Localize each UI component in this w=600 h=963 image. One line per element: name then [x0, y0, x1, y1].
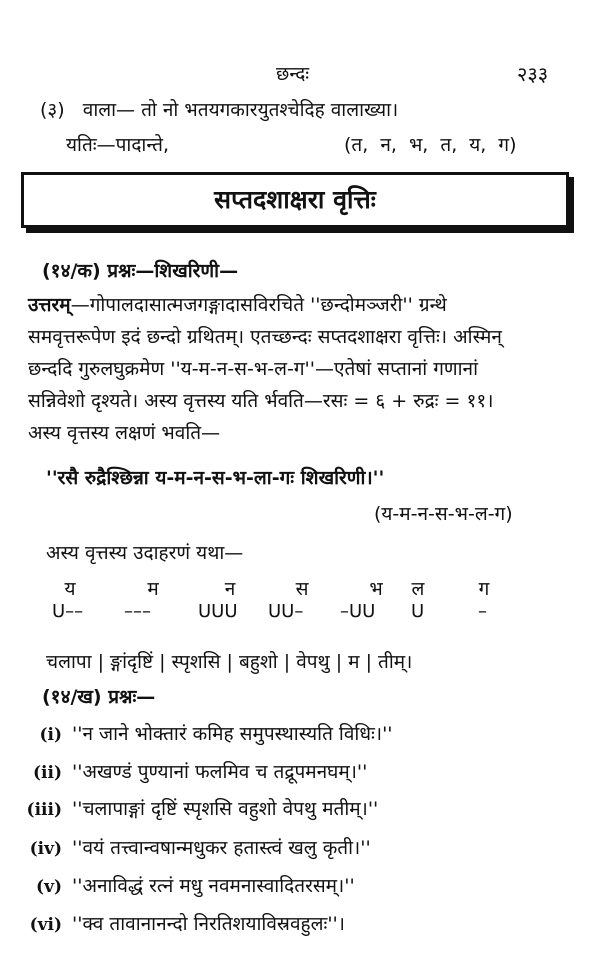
- gana-label: य: [64, 578, 76, 600]
- gana-mark: U––: [52, 601, 84, 622]
- question-text: ''चलापाङ्गां दृष्टिं स्पृशसि वहुशो वेपथु मतीम्।'': [72, 798, 379, 820]
- gana-label: ग: [478, 578, 490, 600]
- gana-label: स: [295, 578, 309, 600]
- section-title: सप्तदशाक्षरा वृत्तिः: [214, 185, 376, 214]
- gana-mark: U: [411, 601, 425, 622]
- question-text: ''न जाने भोक्तारं कमिह समुपस्थास्यति विधिः।'': [72, 723, 393, 745]
- definition-verse: ''रसै रुद्रैश्छिन्ना य-म-न-स-भ-ला-गः शिखरिणी।'': [46, 467, 385, 489]
- gana-mark: –––: [124, 601, 151, 622]
- section-title-box: [21, 172, 569, 228]
- answer-line-5: अस्य वृत्तस्य लक्षणं भवति—: [28, 422, 221, 444]
- example-verse: चलापा | ङ्गांदृष्टिं | स्पृशसि | बहुशो | वेपथु | म | तीम्।: [46, 651, 413, 673]
- gana-mark: UUU: [198, 601, 238, 622]
- gana-label: न: [224, 578, 236, 600]
- verse-line-3: [40, 98, 398, 122]
- question-number: (iii): [26, 800, 62, 820]
- answer-line-1-text: —गोपालदासात्मजगङ्गादासविरचिते ''छन्दोमञ्जरी'' ग्रन्थे: [70, 294, 447, 316]
- question-number: (iv): [29, 839, 62, 859]
- question-number: (v): [36, 877, 62, 897]
- gana-label: भ: [369, 578, 383, 600]
- answer-lead: उत्तरम्: [28, 294, 71, 316]
- gana-mark: UU–: [268, 601, 304, 622]
- answer-line-2: समवृत्तरूपेण इदं छन्दो ग्रथितम्। एतच्छन्दः सप्तदशाक्षरा वृत्तिः। अस्मिन्: [28, 326, 502, 348]
- gana-label: ल: [411, 578, 425, 600]
- question-text: ''क्व तावानानन्दो निरतिशयाविस्रवहुलः''।: [72, 913, 345, 935]
- gana-mark-row: [0, 600, 600, 624]
- yati-text: यतिः—पादान्ते,: [66, 134, 170, 156]
- question-number: (vi): [29, 915, 62, 935]
- gana-mark: –: [478, 601, 487, 622]
- verse-text: वाला— तो नो भतयगकारयुतश्चेदिह वालाख्या।: [82, 99, 399, 121]
- question-item: [0, 722, 393, 747]
- question-item: [0, 912, 345, 937]
- question-item: [0, 760, 367, 785]
- answer-line-1: [28, 293, 447, 317]
- question-14a-heading: (१४/क) प्रश्नः—शिखरिणी—: [42, 260, 239, 282]
- page-number: २३३: [517, 62, 549, 86]
- question-number: (ii): [32, 763, 62, 783]
- question-item: [0, 797, 378, 822]
- definition-pattern: (य-म-न-स-भ-ल-ग): [374, 503, 513, 525]
- yati-pattern: (त, न, भ, त, य, ग): [344, 134, 517, 156]
- gana-label: म: [147, 578, 159, 600]
- question-14b-heading: (१४/ख) प्रश्नः—: [42, 686, 156, 708]
- gana-label-row: [0, 577, 600, 601]
- question-number: (i): [39, 725, 62, 745]
- answer-line-3: छन्ददि गुरुलघुक्रमेण ''य-म-न-स-भ-ल-ग''—एतेषां सप्तानां गणानां: [28, 358, 479, 380]
- question-item: [0, 874, 355, 899]
- question-item: [0, 836, 371, 861]
- question-text: ''अखण्डं पुण्यानां फलमिव च तद्रूपमनघम्।'': [72, 761, 368, 783]
- example-intro: अस्य वृत्तस्य उदाहरणं यथा—: [46, 542, 244, 564]
- gana-mark: –UU: [340, 601, 376, 622]
- answer-line-4: सन्निवेशो दृश्यते। अस्य वृत्तस्य यति र्भवति—रसः = ६ + रुद्रः = ११।: [28, 390, 494, 412]
- question-text: ''वयं तत्त्वान्वषान्मधुकर हतास्त्वं खलु कृती।'': [72, 837, 371, 859]
- running-header: छन्दः: [276, 63, 310, 85]
- verse-number: (३): [40, 99, 65, 121]
- question-text: ''अनाविद्धं रत्नं मधु नवमनास्वादितरसम्।'': [72, 875, 355, 897]
